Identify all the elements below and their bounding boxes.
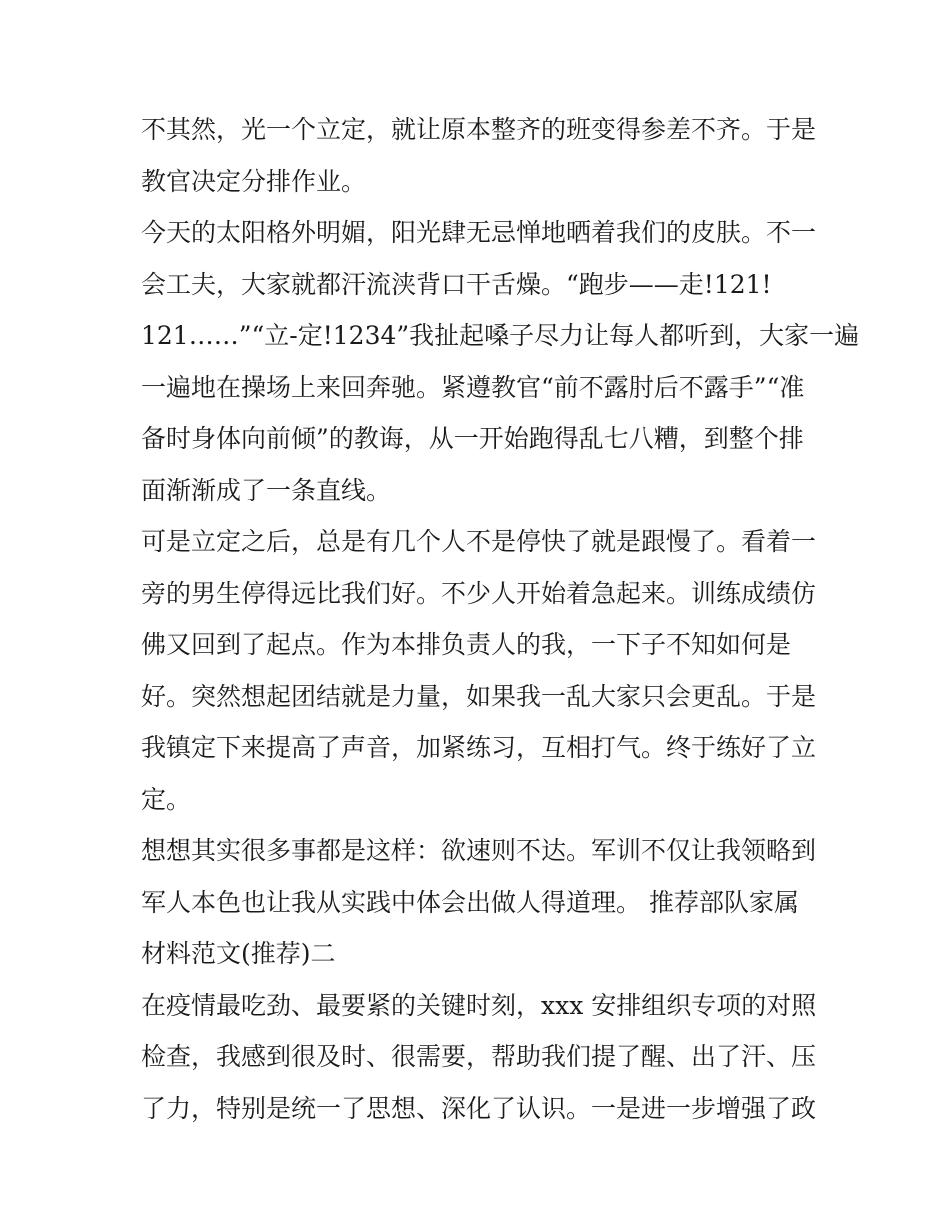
text-line: 121……”“立-定!1234”我扯起嗓子尽力让每人都听到，大家一遍 (141, 321, 860, 350)
text-line: 会工夫，大家就都汗流浃背口干舌燥。“跑步——走!121! (141, 269, 772, 299)
text-line: 佛又回到了起点。作为本排负责人的我，一下子不知如何是 (141, 630, 792, 659)
text-line: 旁的男生停得远比我们好。不少人开始着急起来。训练成绩仿 (141, 578, 817, 608)
text-line: 军人本色也让我从实践中体会出做人得道理。 推荐部队家属 (141, 887, 799, 917)
text-line: 在疫情最吃劲、最要紧的关键时刻，xxx 安排组织专项的对照 (141, 990, 817, 1020)
text-line: 材料范文(推荐)二 (141, 939, 336, 968)
text-line: 检查，我感到很及时、很需要，帮助我们提了醒、出了汗、压 (141, 1042, 817, 1071)
text-line: 面渐渐成了一条直线。 (141, 475, 392, 505)
text-line: 我镇定下来提高了声音，加紧练习，互相打气。终于练好了立 (141, 733, 817, 762)
text-line: 好。突然想起团结就是力量，如果我一乱大家只会更乱。于是 (141, 681, 817, 711)
text-line: 不其然，光一个立定，就让原本整齐的班变得参差不齐。于是 (141, 115, 817, 144)
text-line: 今天的太阳格外明媚，阳光肆无忌惮地晒着我们的皮肤。不一 (141, 218, 817, 247)
text-line: 了力，特别是统一了思想、深化了认识。一是进一步增强了政 (141, 1093, 817, 1123)
text-line: 备时身体向前倾”的教诲，从一开始跑得乱七八糟，到整个排 (141, 424, 804, 453)
body-text (141, 104, 860, 1134)
text-line: 想想其实很多事都是这样：欲速则不达。军训不仅让我领略到 (141, 836, 817, 865)
text-line: 定。 (141, 784, 192, 814)
text-line: 可是立定之后，总是有几个人不是停快了就是跟慢了。看着一 (141, 527, 817, 556)
text-line: 教官决定分排作业。 (141, 166, 367, 196)
text-line: 一遍地在操场上来回奔驰。紧遵教官“前不露肘后不露手”“准 (141, 372, 805, 402)
